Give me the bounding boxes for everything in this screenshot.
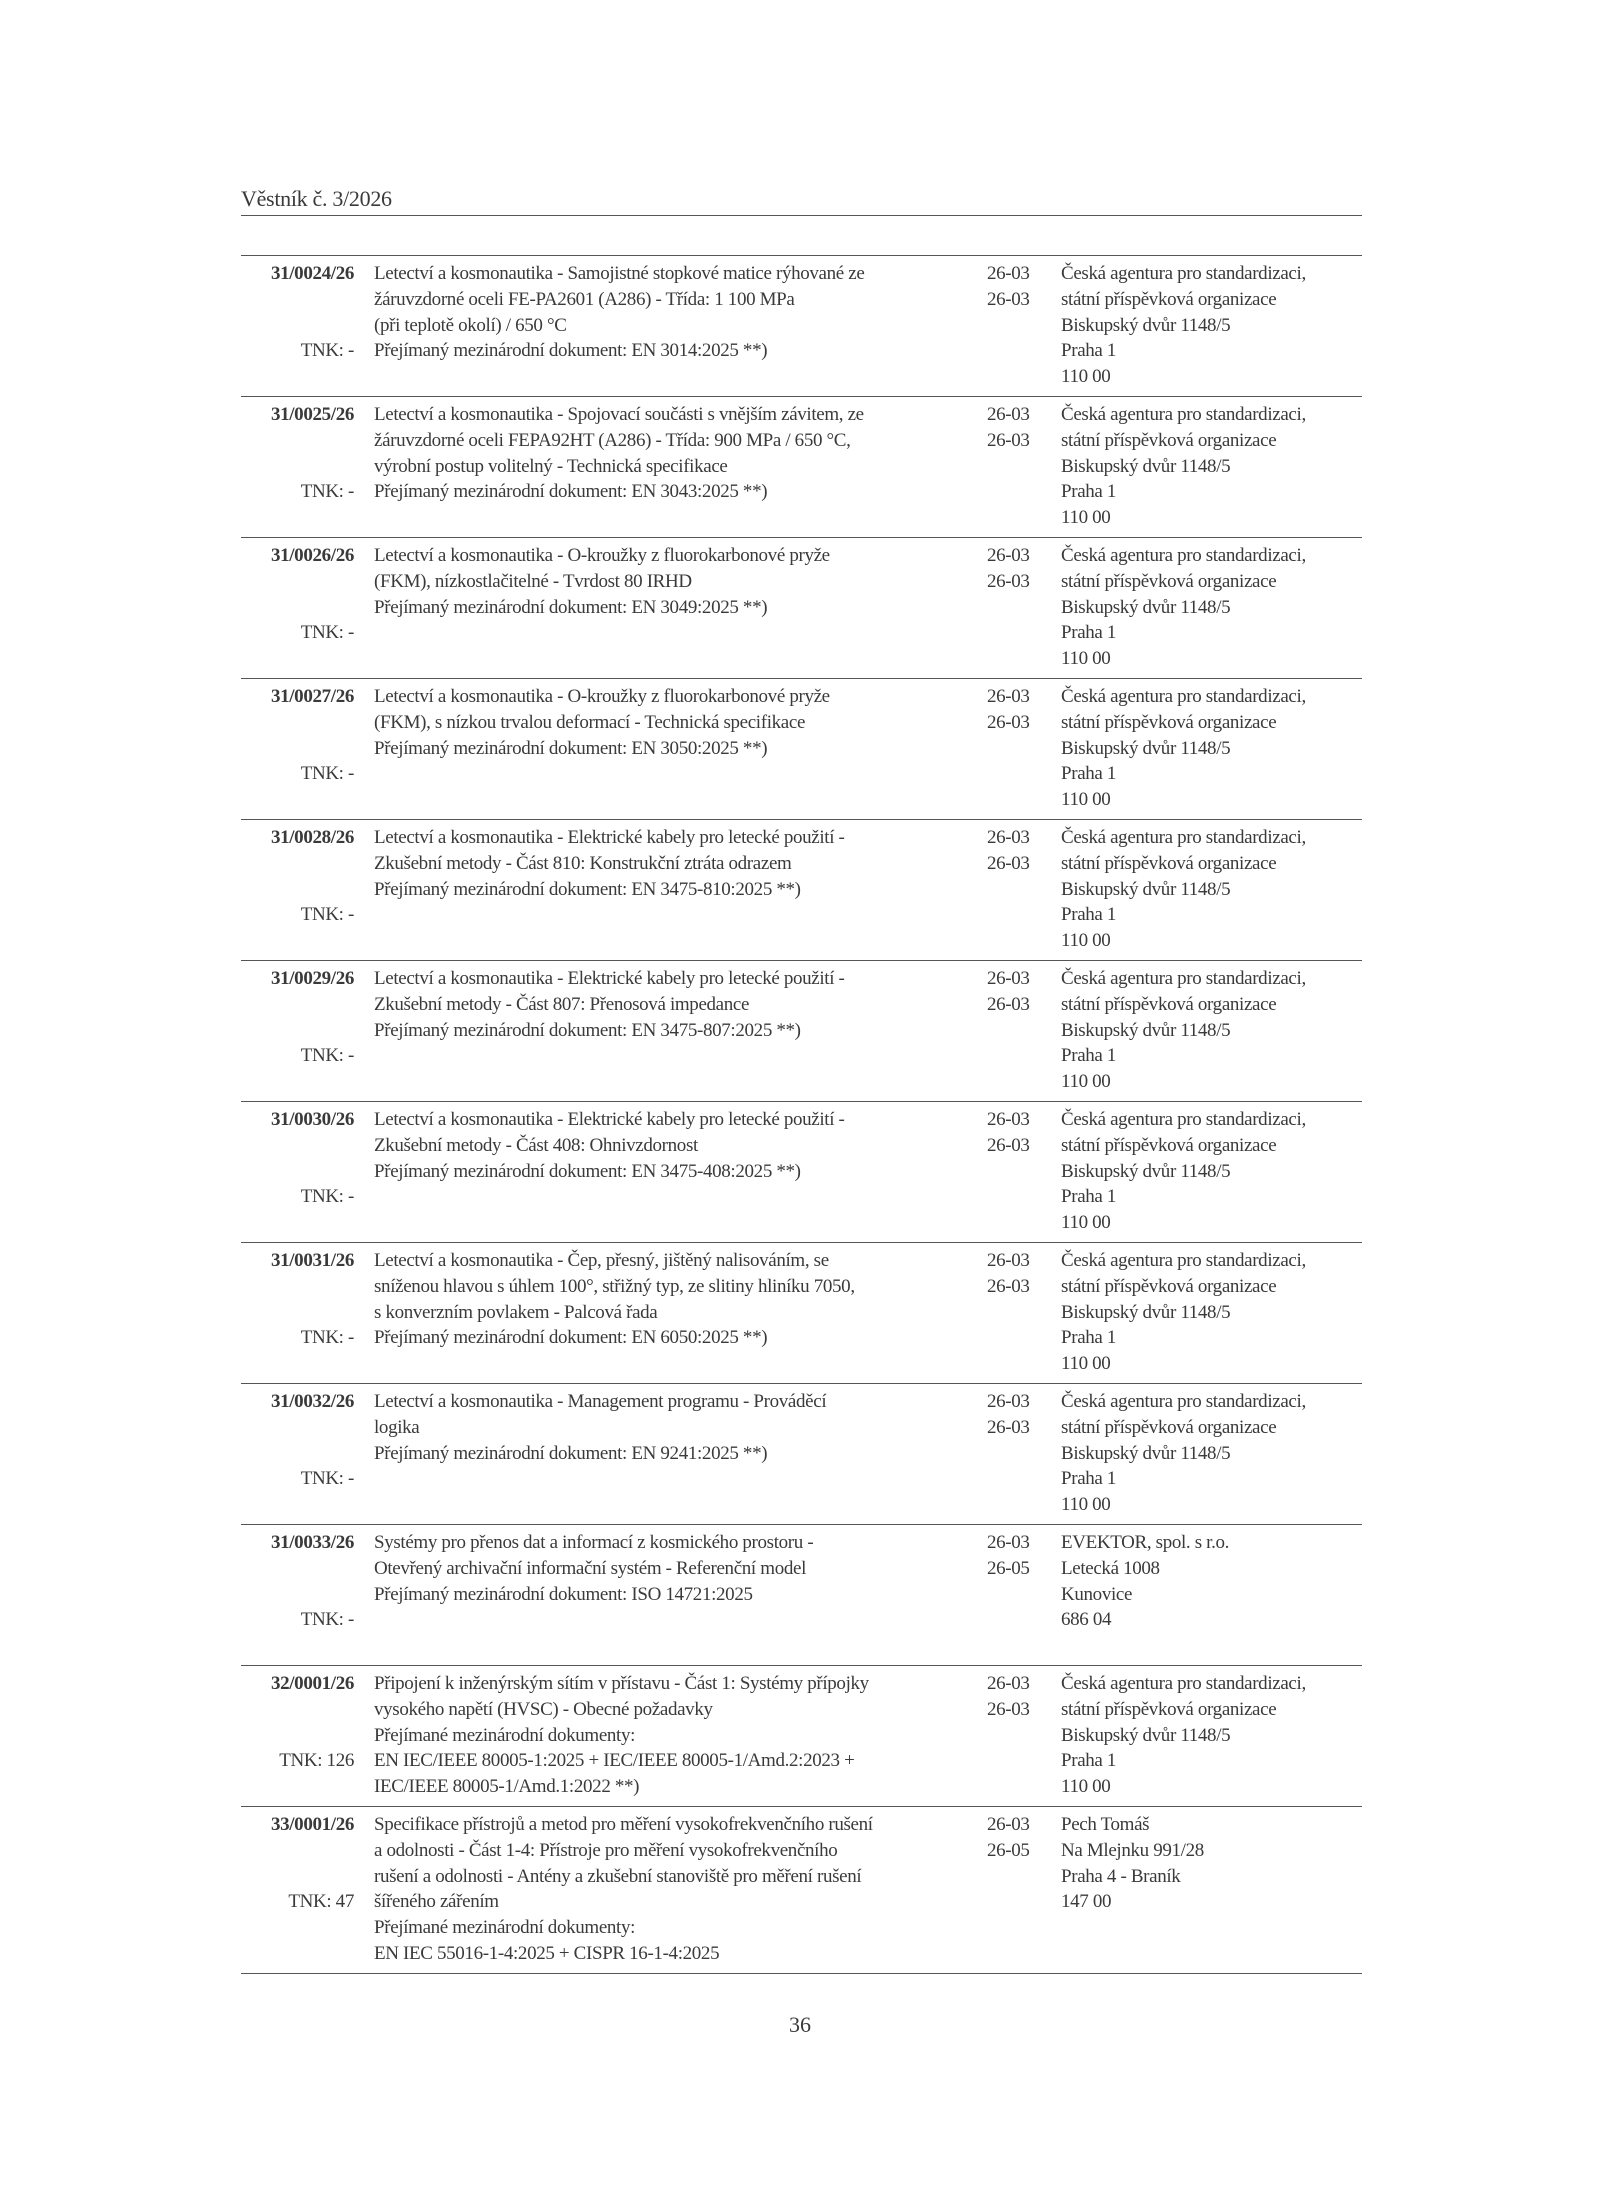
standard-id-cell xyxy=(241,825,354,926)
address-cell xyxy=(1061,1248,1306,1377)
address-line: 110 00 xyxy=(1061,507,1111,529)
address-line: Česká agentura pro standardizaci, xyxy=(1061,1391,1306,1412)
address-line: Česká agentura pro standardizaci, xyxy=(1061,686,1306,707)
standards-table xyxy=(241,255,1362,1974)
description-line: Letectví a kosmonautika - Elektrické kabely pro letecké použití - xyxy=(374,1109,845,1130)
standard-number: 31/0024/26 xyxy=(270,263,354,284)
address-line: Česká agentura pro standardizaci, xyxy=(1061,827,1306,848)
description-line: Letectví a kosmonautika - Čep, přesný, jištěný nalisováním, se xyxy=(374,1250,829,1271)
description-line: žáruvzdorné oceli FE-PA2601 (A286) - Třída: 1 100 MPa xyxy=(374,288,795,310)
address-line: 147 00 xyxy=(1061,1891,1112,1913)
address-line: státní příspěvková organizace xyxy=(1061,993,1277,1015)
tnk-label: TNK: - xyxy=(300,340,354,362)
date-code: 26-03 xyxy=(987,827,1030,848)
description-line: Přejímaný mezinárodní dokument: EN 3049:2025 **) xyxy=(374,596,768,618)
dates-cell xyxy=(987,684,1030,736)
table-row xyxy=(241,1102,1362,1243)
description-line: Přejímané mezinárodní dokumenty: xyxy=(374,1724,636,1746)
description-line: Přejímaný mezinárodní dokument: EN 3475-408:2025 **) xyxy=(374,1160,801,1182)
standard-number: 31/0027/26 xyxy=(270,686,354,707)
description-line: Připojení k inženýrským sítím v přístavu - Část 1: Systémy přípojky xyxy=(374,1673,869,1694)
description-line: Otevřený archivační informační systém - Referenční model xyxy=(374,1557,807,1579)
address-line: státní příspěvková organizace xyxy=(1061,570,1277,592)
dates-cell xyxy=(987,1389,1030,1441)
address-line: 110 00 xyxy=(1061,789,1111,811)
address-line: Praha 1 xyxy=(1061,763,1117,785)
table-row xyxy=(241,1243,1362,1384)
tnk-label: TNK: - xyxy=(300,1186,354,1208)
date-code: 26-03 xyxy=(987,1250,1030,1271)
address-line: Biskupský dvůr 1148/5 xyxy=(1061,737,1231,759)
tnk-label: TNK: - xyxy=(300,904,354,926)
page-header-title: Věstník č. 3/2026 xyxy=(241,186,392,211)
address-line: Praha 1 xyxy=(1061,1327,1117,1349)
description-line: šířeného zářením xyxy=(374,1891,499,1913)
description-cell xyxy=(374,1671,974,1800)
description-line: Zkušební metody - Část 408: Ohnivzdornost xyxy=(374,1134,698,1156)
description-cell xyxy=(374,1248,974,1377)
date-code: 26-03 xyxy=(987,404,1030,425)
description-line: vysokého napětí (HVSC) - Obecné požadavky xyxy=(374,1698,713,1720)
page-number: 36 xyxy=(789,2012,811,2037)
description-line: Letectví a kosmonautika - Management programu - Prováděcí xyxy=(374,1391,827,1412)
date-code: 26-03 xyxy=(987,1698,1030,1720)
date-code: 26-03 xyxy=(987,968,1030,989)
standard-id-cell xyxy=(241,543,354,644)
tnk-label: TNK: - xyxy=(300,1609,354,1631)
dates-cell xyxy=(987,543,1030,595)
address-cell xyxy=(1061,1389,1306,1518)
table-row xyxy=(241,679,1362,820)
description-line: EN IEC/IEEE 80005-1:2025 + IEC/IEEE 80005-1/Amd.2:2023 + xyxy=(374,1750,855,1772)
standard-id-cell xyxy=(241,1671,354,1772)
standard-id-cell xyxy=(241,966,354,1067)
table-row xyxy=(241,256,1362,397)
address-cell xyxy=(1061,825,1306,954)
address-cell xyxy=(1061,543,1306,672)
tnk-label: TNK: 47 xyxy=(288,1891,354,1913)
tnk-label: TNK: - xyxy=(300,1468,354,1490)
description-line: Přejímaný mezinárodní dokument: EN 3043:2025 **) xyxy=(374,481,768,503)
address-line: Biskupský dvůr 1148/5 xyxy=(1061,1724,1231,1746)
address-line: Praha 1 xyxy=(1061,622,1117,644)
date-code: 26-03 xyxy=(987,711,1030,733)
description-line: Zkušební metody - Část 810: Konstrukční ztráta odrazem xyxy=(374,852,792,874)
standard-number: 31/0030/26 xyxy=(270,1109,354,1130)
address-cell xyxy=(1061,684,1306,813)
dates-cell xyxy=(987,966,1030,1018)
address-line: Biskupský dvůr 1148/5 xyxy=(1061,314,1231,336)
dates-cell xyxy=(987,1671,1030,1723)
address-line: 110 00 xyxy=(1061,1071,1111,1093)
description-line: s konverzním povlakem - Palcová řada xyxy=(374,1301,658,1323)
table-row xyxy=(241,1384,1362,1525)
address-line: Na Mlejnku 991/28 xyxy=(1061,1839,1204,1861)
description-cell xyxy=(374,966,974,1095)
description-line: Letectví a kosmonautika - Samojistné stopkové matice rýhované ze xyxy=(374,263,865,284)
address-line: 110 00 xyxy=(1061,930,1111,952)
address-line: Praha 4 - Braník xyxy=(1061,1865,1181,1887)
address-cell xyxy=(1061,1107,1306,1236)
standard-id-cell xyxy=(241,1812,354,1913)
standard-number: 33/0001/26 xyxy=(270,1814,354,1835)
date-code: 26-03 xyxy=(987,1673,1030,1694)
description-line: Přejímané mezinárodní dokumenty: xyxy=(374,1917,636,1939)
address-line: Pech Tomáš xyxy=(1061,1814,1150,1835)
address-line: Praha 1 xyxy=(1061,481,1117,503)
tnk-label: TNK: - xyxy=(300,763,354,785)
address-line: Biskupský dvůr 1148/5 xyxy=(1061,1019,1231,1041)
address-line: Česká agentura pro standardizaci, xyxy=(1061,1109,1306,1130)
address-line: EVEKTOR, spol. s r.o. xyxy=(1061,1532,1230,1553)
address-line: Biskupský dvůr 1148/5 xyxy=(1061,1442,1231,1464)
description-line: Letectví a kosmonautika - O-kroužky z fluorokarbonové pryže xyxy=(374,545,830,566)
dates-cell xyxy=(987,1107,1030,1159)
address-line: státní příspěvková organizace xyxy=(1061,288,1277,310)
table-row xyxy=(241,961,1362,1102)
address-line: 110 00 xyxy=(1061,648,1111,670)
standard-number: 32/0001/26 xyxy=(270,1673,354,1694)
standard-id-cell xyxy=(241,261,354,362)
description-line: Přejímaný mezinárodní dokument: EN 3475-807:2025 **) xyxy=(374,1019,801,1041)
tnk-label: TNK: - xyxy=(300,1327,354,1349)
date-code: 26-03 xyxy=(987,545,1030,566)
standard-number: 31/0031/26 xyxy=(270,1250,354,1271)
dates-cell xyxy=(987,1812,1030,1864)
address-line: 686 04 xyxy=(1061,1609,1112,1631)
address-line: Česká agentura pro standardizaci, xyxy=(1061,968,1306,989)
date-code: 26-03 xyxy=(987,993,1030,1015)
standard-number: 31/0028/26 xyxy=(270,827,354,848)
dates-cell xyxy=(987,1530,1030,1582)
description-line: (při teplotě okolí) / 650 °C xyxy=(374,314,567,336)
address-line: Česká agentura pro standardizaci, xyxy=(1061,1250,1306,1271)
table-row xyxy=(241,1666,1362,1807)
address-line: Praha 1 xyxy=(1061,904,1117,926)
description-line: Zkušební metody - Část 807: Přenosová impedance xyxy=(374,993,750,1015)
address-cell xyxy=(1061,261,1306,390)
address-line: Biskupský dvůr 1148/5 xyxy=(1061,1301,1231,1323)
address-cell xyxy=(1061,402,1306,531)
description-line: Přejímaný mezinárodní dokument: EN 9241:2025 **) xyxy=(374,1442,768,1464)
address-line: Praha 1 xyxy=(1061,1186,1117,1208)
standard-id-cell xyxy=(241,1389,354,1490)
address-line: Praha 1 xyxy=(1061,1468,1117,1490)
description-line: Specifikace přístrojů a metod pro měření vysokofrekvenčního rušení xyxy=(374,1814,873,1835)
table-row xyxy=(241,538,1362,679)
address-line: Praha 1 xyxy=(1061,340,1117,362)
standard-id-cell xyxy=(241,1530,354,1631)
address-line: Praha 1 xyxy=(1061,1750,1117,1772)
header-divider xyxy=(241,215,1362,216)
address-cell xyxy=(1061,1530,1229,1633)
date-code: 26-03 xyxy=(987,263,1030,284)
address-line: 110 00 xyxy=(1061,1494,1111,1516)
date-code: 26-03 xyxy=(987,1134,1030,1156)
tnk-label: TNK: - xyxy=(300,1045,354,1067)
address-line: Kunovice xyxy=(1061,1583,1133,1605)
description-cell xyxy=(374,261,974,390)
date-code: 26-03 xyxy=(987,288,1030,310)
description-cell xyxy=(374,825,974,954)
description-line: EN IEC 55016-1-4:2025 + CISPR 16-1-4:2025 xyxy=(374,1942,720,1964)
standard-id-cell xyxy=(241,1248,354,1349)
address-line: státní příspěvková organizace xyxy=(1061,1698,1277,1720)
description-cell xyxy=(374,543,974,672)
address-line: 110 00 xyxy=(1061,366,1111,388)
date-code: 26-05 xyxy=(987,1839,1030,1861)
date-code: 26-03 xyxy=(987,1275,1030,1297)
description-line: Přejímaný mezinárodní dokument: EN 3050:2025 **) xyxy=(374,737,768,759)
address-line: Česká agentura pro standardizaci, xyxy=(1061,263,1306,284)
address-line: Biskupský dvůr 1148/5 xyxy=(1061,1160,1231,1182)
description-line: IEC/IEEE 80005-1/Amd.1:2022 **) xyxy=(374,1776,640,1798)
date-code: 26-03 xyxy=(987,852,1030,874)
address-line: státní příspěvková organizace xyxy=(1061,1275,1277,1297)
description-line: výrobní postup volitelný - Technická specifikace xyxy=(374,455,728,477)
address-line: Praha 1 xyxy=(1061,1045,1117,1067)
description-line: Přejímaný mezinárodní dokument: EN 3475-810:2025 **) xyxy=(374,878,801,900)
address-line: státní příspěvková organizace xyxy=(1061,1134,1277,1156)
table-row xyxy=(241,820,1362,961)
standard-number: 31/0026/26 xyxy=(270,545,354,566)
description-line: Letectví a kosmonautika - Spojovací součásti s vnějším závitem, ze xyxy=(374,404,864,425)
description-cell xyxy=(374,1389,974,1518)
table-row xyxy=(241,1525,1362,1666)
description-cell xyxy=(374,402,974,531)
address-line: Biskupský dvůr 1148/5 xyxy=(1061,596,1231,618)
date-code: 26-03 xyxy=(987,1532,1030,1553)
tnk-label: TNK: - xyxy=(300,622,354,644)
description-line: Letectví a kosmonautika - Elektrické kabely pro letecké použití - xyxy=(374,827,845,848)
description-line: Přejímaný mezinárodní dokument: ISO 14721:2025 xyxy=(374,1583,753,1605)
tnk-label: TNK: 126 xyxy=(279,1750,354,1772)
date-code: 26-03 xyxy=(987,570,1030,592)
date-code: 26-03 xyxy=(987,1814,1030,1835)
standard-id-cell xyxy=(241,1107,354,1208)
description-line: Systémy pro přenos dat a informací z kosmického prostoru - xyxy=(374,1532,814,1553)
address-line: státní příspěvková organizace xyxy=(1061,852,1277,874)
table-row xyxy=(241,397,1362,538)
dates-cell xyxy=(987,1248,1030,1300)
description-line: (FKM), s nízkou trvalou deformací - Technická specifikace xyxy=(374,711,806,733)
standard-number: 31/0033/26 xyxy=(270,1532,354,1553)
standard-id-cell xyxy=(241,684,354,785)
address-line: Česká agentura pro standardizaci, xyxy=(1061,545,1306,566)
description-cell xyxy=(374,1530,974,1659)
table-row xyxy=(241,1807,1362,1974)
address-cell xyxy=(1061,1812,1204,1915)
description-line: sníženou hlavou s úhlem 100°, střižný typ, ze slitiny hliníku 7050, xyxy=(374,1275,855,1297)
description-line: Přejímaný mezinárodní dokument: EN 3014:2025 **) xyxy=(374,340,768,362)
date-code: 26-03 xyxy=(987,1416,1030,1438)
date-code: 26-03 xyxy=(987,1109,1030,1130)
description-cell xyxy=(374,684,974,813)
description-cell xyxy=(374,1812,974,1967)
address-line: 110 00 xyxy=(1061,1776,1111,1798)
address-line: Letecká 1008 xyxy=(1061,1557,1160,1579)
address-line: 110 00 xyxy=(1061,1353,1111,1375)
dates-cell xyxy=(987,402,1030,454)
dates-cell xyxy=(987,825,1030,877)
dates-cell xyxy=(987,261,1030,313)
date-code: 26-03 xyxy=(987,686,1030,707)
date-code: 26-05 xyxy=(987,1557,1030,1579)
address-line: Biskupský dvůr 1148/5 xyxy=(1061,455,1231,477)
standard-number: 31/0025/26 xyxy=(270,404,354,425)
standard-id-cell xyxy=(241,402,354,503)
address-line: státní příspěvková organizace xyxy=(1061,1416,1277,1438)
address-line: 110 00 xyxy=(1061,1212,1111,1234)
date-code: 26-03 xyxy=(987,1391,1030,1412)
address-line: Česká agentura pro standardizaci, xyxy=(1061,404,1306,425)
address-line: státní příspěvková organizace xyxy=(1061,711,1277,733)
address-line: státní příspěvková organizace xyxy=(1061,429,1277,451)
description-line: Přejímaný mezinárodní dokument: EN 6050:2025 **) xyxy=(374,1327,768,1349)
address-line: Česká agentura pro standardizaci, xyxy=(1061,1673,1306,1694)
address-cell xyxy=(1061,1671,1306,1800)
description-line: rušení a odolnosti - Antény a zkušební stanoviště pro měření rušení xyxy=(374,1865,862,1887)
description-line: logika xyxy=(374,1416,420,1438)
address-line: Biskupský dvůr 1148/5 xyxy=(1061,878,1231,900)
standard-number: 31/0032/26 xyxy=(270,1391,354,1412)
description-line: Letectví a kosmonautika - Elektrické kabely pro letecké použití - xyxy=(374,968,845,989)
standard-number: 31/0029/26 xyxy=(270,968,354,989)
description-line: (FKM), nízkostlačitelné - Tvrdost 80 IRHD xyxy=(374,570,692,592)
description-cell xyxy=(374,1107,974,1236)
tnk-label: TNK: - xyxy=(300,481,354,503)
date-code: 26-03 xyxy=(987,429,1030,451)
address-cell xyxy=(1061,966,1306,1095)
description-line: žáruvzdorné oceli FEPA92HT (A286) - Třída: 900 MPa / 650 °C, xyxy=(374,429,851,451)
description-line: Letectví a kosmonautika - O-kroužky z fluorokarbonové pryže xyxy=(374,686,830,707)
description-line: a odolnosti - Část 1-4: Přístroje pro měření vysokofrekvenčního xyxy=(374,1839,838,1861)
